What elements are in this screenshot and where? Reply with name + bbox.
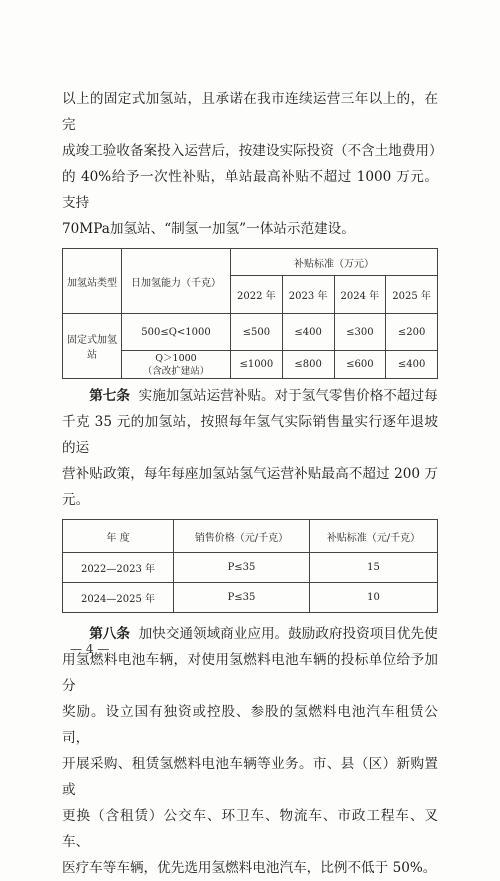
capacity-value: Q＞1000 — [155, 352, 197, 364]
text-line: 70MPa加氢站、“制氢一加氢”一体站示范建设。 — [62, 221, 355, 237]
text-line: 更换（含租赁）公交车、环卫车、物流车、市政工程车、叉车、 — [62, 808, 438, 850]
document-page — [62, 86, 443, 881]
page-number-text: — 4 — — [70, 642, 110, 656]
subsidy-cell: ≤600 — [334, 351, 386, 379]
article-text: 实施加氢站运营补贴。对于氢气零售价格不超过每 — [138, 388, 438, 404]
hydrogen-station-construction-subsidy-table — [62, 248, 438, 379]
subsidy-cell: ≤500 — [231, 314, 283, 351]
text-line: 千克 35 元的加氢站，按照每年氢气实际销售量实行逐年退坡的运 — [62, 414, 438, 456]
subsidy-cell: ≤400 — [386, 351, 438, 379]
paragraph-3 — [62, 621, 438, 881]
year-cell: 2022—2023 年 — [63, 553, 174, 583]
year-header: 2025 年 — [386, 276, 438, 314]
subsidy-cell: ≤800 — [282, 351, 334, 379]
text-line — [62, 621, 438, 647]
capacity-cell — [122, 351, 231, 379]
subsidy-cell: ≤1000 — [231, 351, 283, 379]
text-line: 成竣工验收备案投入运营后，按建设实际投资（不含土地费用） — [62, 143, 443, 159]
subsidy-cell: 15 — [310, 553, 438, 583]
year-header: 2022 年 — [231, 276, 283, 314]
operation-subsidy-table — [62, 519, 438, 613]
text-line: 开展采购、租赁氢燃料电池车辆等业务。市、县（区）新购置或 — [62, 756, 438, 798]
header-year: 年 度 — [63, 520, 174, 553]
header-subsidy: 补贴标准（万元） — [231, 249, 438, 276]
price-cell: P≤35 — [174, 583, 310, 613]
text-line: 以上的固定式加氢站，且承诺在我市连续运营三年以上的，在完 — [62, 91, 438, 133]
capacity-note: （含改扩建站） — [142, 365, 210, 377]
text-line: 营补贴政策，每年每座加氢站氢气运营补贴最高不超过 200 万元。 — [62, 466, 438, 508]
text-line: 用氢燃料电池车辆，对使用氢燃料电池车辆的投标单位给予加分 — [62, 652, 438, 694]
text-line: 医疗车等车辆，优先选用氢燃料电池汽车，比例不低于 50%。 — [62, 860, 437, 876]
year-header: 2024 年 — [334, 276, 386, 314]
year-cell: 2024—2025 年 — [63, 583, 174, 613]
text-line: 奖励。设立国有独资或控股、参股的氢燃料电池汽车租赁公司， — [62, 704, 438, 746]
subsidy-cell: ≤200 — [386, 314, 438, 351]
header-station-type: 加氢站类型 — [63, 249, 122, 314]
header-subsidy-standard: 补贴标准（元/千克） — [310, 520, 438, 553]
text-line — [62, 383, 438, 409]
article-title: 第七条 — [89, 388, 130, 404]
text-line: 的 40%给予一次性补贴，单站最高补贴不超过 1000 万元。支持 — [62, 169, 438, 211]
subsidy-cell: ≤300 — [334, 314, 386, 351]
paragraph-1 — [62, 86, 443, 242]
subsidy-cell: ≤400 — [282, 314, 334, 351]
station-type-cell: 固定式加氢站 — [63, 314, 122, 379]
subsidy-cell: 10 — [310, 583, 438, 613]
header-price: 销售价格（元/千克） — [174, 520, 310, 553]
article-title: 第八条 — [89, 626, 130, 642]
capacity-cell: 500≤Q<1000 — [122, 314, 231, 351]
article-text: 加快交通领域商业应用。鼓励政府投资项目优先使 — [138, 626, 438, 642]
year-header: 2023 年 — [282, 276, 334, 314]
header-capacity: 日加氢能力（千克） — [122, 249, 231, 314]
price-cell: P≤35 — [174, 553, 310, 583]
paragraph-2 — [62, 383, 438, 513]
